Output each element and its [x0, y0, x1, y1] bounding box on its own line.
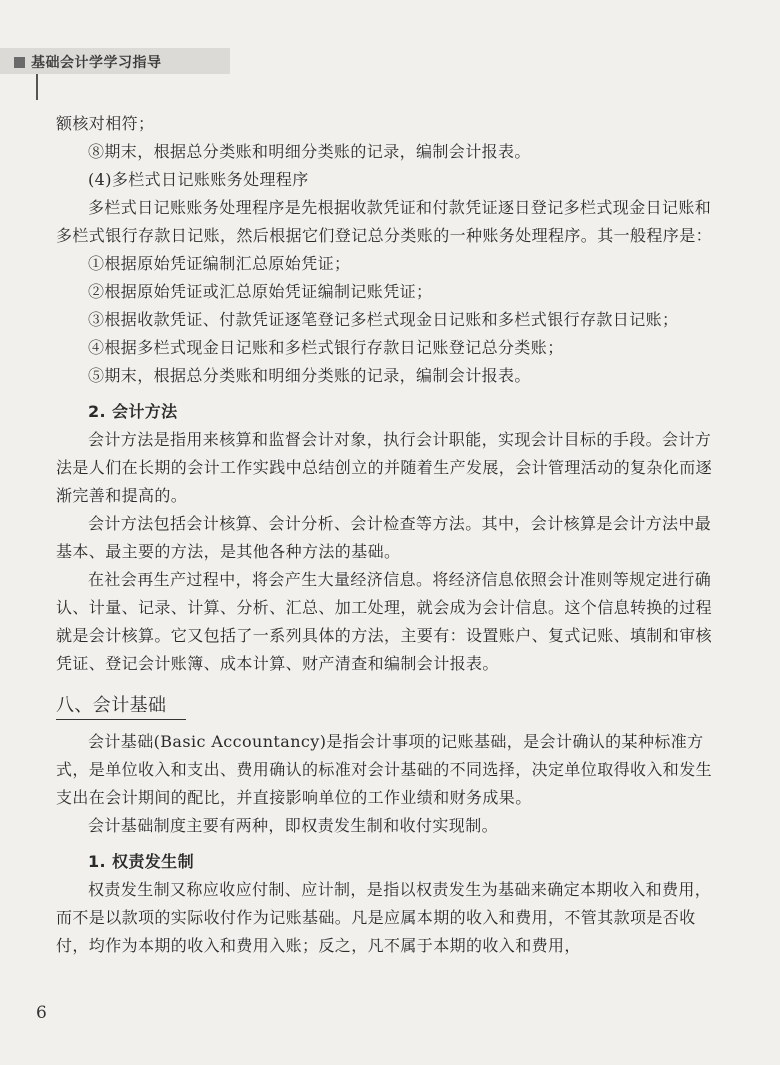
- section-heading-text: 八、会计基础: [56, 693, 186, 720]
- list-item: ①根据原始凭证编制汇总原始凭证；: [88, 254, 351, 273]
- paragraph: 权责发生制又称应收应付制、应计制，是指以权责发生为基础来确定本期收入和费用，而不是以款项的实际收付作为记账基础。凡是应属本期的收入和费用，不管其款项是否收付，均作为本期的收入和费用入账；反之，凡不属于本期的收入和费用，: [56, 880, 712, 955]
- list-item: ②根据原始凭证或汇总原始凭证编制记账凭证；: [88, 282, 433, 301]
- section-heading: [56, 692, 726, 720]
- paragraph: 额核对相符；: [56, 114, 155, 133]
- list-item: ⑤期末，根据总分类账和明细分类账的记录，编制会计报表。: [88, 366, 531, 385]
- header-divider: [36, 74, 38, 100]
- page-number: 6: [36, 1003, 47, 1023]
- paragraph: 会计基础(Basic Accountancy)是指会计事项的记账基础，是会计确认的某种标准方式，是单位收入和支出、费用确认的标准对会计基础的不同选择，决定单位取得收入和发生支出在会计期间的配比，并直接影响单位的工作业绩和财务成果。: [56, 732, 713, 807]
- subsection-heading: 2. 会计方法: [88, 402, 178, 421]
- header-square-icon: [14, 57, 25, 68]
- subsection-heading: 1. 权责发生制: [88, 852, 194, 871]
- running-header-title: 基础会计学学习指导: [31, 55, 162, 71]
- paragraph: 多栏式日记账账务处理程序是先根据收款凭证和付款凭证逐日登记多栏式现金日记账和多栏式银行存款日记账，然后根据它们登记总分类账的一种账务处理程序。其一般程序是：: [56, 198, 713, 245]
- list-item: ⑧期末，根据总分类账和明细分类账的记录，编制会计报表。: [88, 142, 531, 161]
- subsection-title: (4)多栏式日记账账务处理程序: [88, 170, 309, 189]
- paragraph: 在社会再生产过程中，将会产生大量经济信息。将经济信息依照会计准则等规定进行确认、计量、记录、计算、分析、汇总、加工处理，就会成为会计信息。这个信息转换的过程就是会计核算。它又包括了一系列具体的方法，主要有：设置账户、复式记账、填制和审核凭证、登记会计账簿、成本计算、财产清查和编制会计报表。: [56, 570, 713, 673]
- paragraph: 会计方法包括会计核算、会计分析、会计检查等方法。其中，会计核算是会计方法中最基本、最主要的方法，是其他各种方法的基础。: [56, 514, 712, 561]
- paragraph: 会计方法是指用来核算和监督会计对象，执行会计职能，实现会计目标的手段。会计方法是人们在长期的会计工作实践中总结创立的并随着生产发展，会计管理活动的复杂化而逐渐完善和提高的。: [56, 430, 713, 505]
- paragraph: 会计基础制度主要有两种，即权责发生制和收付实现制。: [88, 816, 499, 835]
- list-item: ④根据多栏式现金日记账和多栏式银行存款日记账登记总分类账；: [88, 338, 564, 357]
- list-item: ③根据收款凭证、付款凭证逐笔登记多栏式现金日记账和多栏式银行存款日记账；: [88, 310, 679, 329]
- page-body: [56, 110, 726, 960]
